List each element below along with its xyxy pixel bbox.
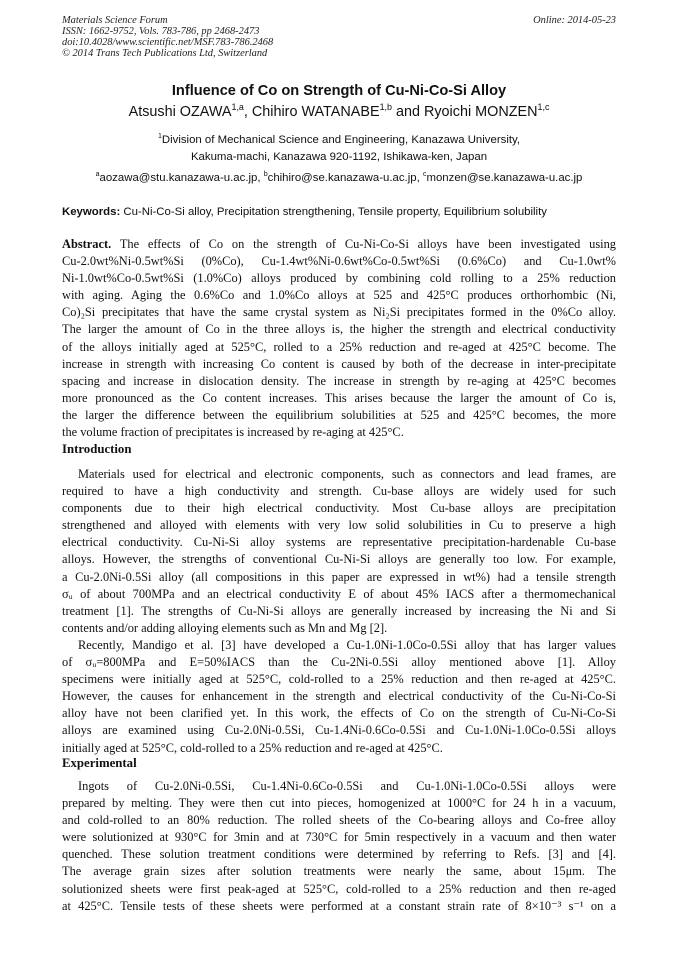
paragraph-line: alloys. However, the strengths of conventional Cu-Ni-Si alloys are generally too low. For example, (62, 552, 616, 567)
introduction-paragraph-1 (62, 466, 616, 637)
email-sup: c (422, 171, 427, 179)
email-sup: b (263, 171, 268, 179)
paper-title: Influence of Co on Strength of Cu-Ni-Co-Si Alloy (171, 83, 507, 99)
abstract-line: the larger the difference between the equilibrium solubilities at 525 and 425°C becomes, the more (62, 407, 616, 422)
paragraph-line: quenched. These solution treatment conditions were determined by referring to Refs. [3] and [4]. (62, 847, 616, 862)
abstract-line: with aging. Aging the 0.6%Co and 1.0%Co alloys at 525 and 425°C produces orthorhombic (Ni, (62, 288, 616, 303)
paragraph-line: and cold-rolled to an 80% reduction. The rolled sheets of the Co-bearing alloys and Co-free alloy (62, 813, 616, 828)
paragraph-line: alloy have not been clarified yet. In this work, the effects of Co on the strength of Cu-Ni-Co-Si (62, 706, 616, 721)
header-issn: ISSN: 1662-9752, Vols. 783-786, pp 2468-2473 (62, 26, 260, 37)
author-name: Atsushi OZAWA (128, 104, 232, 120)
paragraph-line: alloys are examined using Cu-2.0Ni-0.5Si, Cu-1.4Ni-0.6Co-0.5Si and Cu-1.0Ni-1.0Co-0.5Si alloys (62, 723, 616, 738)
paragraph-line: treatment [1]. The strengths of Cu-Ni-Si alloys are generally increased by increasing the Ni and Si (62, 603, 616, 618)
paragraph-line: prepared by melting. They were then cut into pieces, homogenized at 1000°C for 24 h in a vacuum, (62, 796, 616, 811)
paragraph-line: Materials used for electrical and electronic components, such as connectors and lead frames, are (78, 467, 616, 481)
keywords-label: Keywords: (62, 206, 121, 218)
author-name: Ryoichi MONZEN (423, 104, 538, 120)
author-list (0, 104, 678, 120)
abstract-line: Co)₂Si precipitates that have the same crystal system as Ni₂Si precipitates formed in the 0%Co alloy. (62, 305, 616, 320)
paragraph-line: electrical conductivity. Cu-Ni-Si alloy systems are representative precipitation-hardenable Cu-base (62, 535, 616, 550)
abstract-line: more pronounced as the Co content increases. This arises because the larger the amount of Co is, (62, 390, 616, 405)
keywords-text: Cu-Ni-Co-Si alloy, Precipitation strengthening, Tensile property, Equilibrium solubility (123, 206, 547, 218)
paragraph-line: σᵤ of about 700MPa and an electrical conductivity E of about 45% IACS after a thermomechanical (62, 586, 616, 601)
author-affiliation-sup: 1,a (231, 102, 244, 113)
email-address[interactable]: monzen@se.kanazawa-u.ac.jp (426, 172, 583, 184)
abstract-line: Cu-2.0wt%Ni-0.5wt%Si (0%Co), Cu-1.4wt%Ni-0.6wt%Co-0.5wt%Si (0.6%Co) and Cu-1.0wt% (62, 254, 616, 269)
paragraph-line: specimens were initially aged at 525°C, cold-rolled to a 25% reduction and then re-aged at 425°C. (62, 672, 616, 687)
email-sup: a (95, 171, 100, 179)
paragraph-line: strengthened and alloyed with elements with very low solid solubilities in Cu to preserve a high (62, 518, 616, 533)
header-copyright: © 2014 Trans Tech Publications Ltd, Switzerland (62, 48, 268, 59)
section-heading-introduction: Introduction (62, 442, 132, 456)
introduction-paragraph-2 (62, 637, 616, 757)
header-online-date: Online: 2014-05-23 (533, 15, 616, 26)
email-address[interactable]: aozawa@stu.kanazawa-u.ac.jp (99, 172, 258, 184)
abstract-line: Ni-1.0wt%Co-0.5wt%Si (1.0%Co) alloys produced by combining cold rolling to a 25% reduction (62, 271, 616, 286)
abstract-line: spacing and increase in dislocation density. The increase in strength by re-aging at 425°C becomes (62, 373, 616, 388)
paragraph-line: However, the causes for enhancement in the strength and electrical conductivity of the Cu-Ni-Co-Si (62, 689, 616, 704)
paragraph-line: at 425°C. Tensile tests of these sheets were performed at a constant strain rate of 8×10⁻³ s⁻¹ on a (62, 898, 616, 913)
author-affiliation-sup: 1,b (379, 102, 392, 113)
paragraph-line: a Cu-2.0Ni-0.5Si alloy (all compositions in this paper are expressed in wt%) had a tensile strength (62, 569, 616, 584)
affiliation-line2: Kakuma-machi, Kanazawa 920-1192, Ishikawa-ken, Japan (190, 151, 488, 163)
paragraph-line: contents and/or adding alloying elements such as Mn and Mg [2]. (62, 620, 388, 635)
abstract-label: Abstract. (62, 237, 112, 251)
abstract-line: Abstract. The effects of Co on the strength of Cu-Ni-Co-Si alloys have been investigated using (62, 237, 616, 251)
paragraph-line: Recently, Mandigo et al. [3] have developed a Cu-1.0Ni-1.0Co-0.5Si alloy that has larger values (78, 638, 616, 652)
abstract-line: of the alloys initially aged at 525°C, rolled to a 25% reduction and re-aged at 425°C become. The (62, 339, 616, 354)
author-name: Chihiro WATANABE (251, 104, 380, 120)
paragraph-line: Ingots of Cu-2.0Ni-0.5Si, Cu-1.4Ni-0.6Co-0.5Si and Cu-1.0Ni-1.0Co-0.5Si alloys were (78, 779, 616, 793)
author-separator: and (391, 104, 424, 120)
abstract (62, 236, 616, 441)
author-affiliation-sup: 1,c (537, 102, 550, 113)
paragraph-line: of σᵤ=800MPa and E=50%IACS than the Cu-2Ni-0.5Si alloy mentioned above [1]. Alloy (62, 655, 616, 670)
email-address[interactable]: chihiro@se.kanazawa-u.ac.jp (267, 172, 417, 184)
affiliation (0, 132, 678, 166)
section-heading-experimental: Experimental (62, 756, 137, 770)
author-separator: , (243, 104, 252, 120)
paragraph-line: were solutionized at 930°C for 3min and at 730°C for 5min respectively in a vacuum and then water (62, 830, 616, 845)
header-doi: doi:10.4028/www.scientific.net/MSF.783-786.2468 (62, 37, 274, 48)
paragraph-line: components due to their high electrical conductivity. Most Cu-base alloys are precipitation (62, 501, 616, 516)
abstract-line: The larger the amount of Co in the three alloys is, the higher the strength and electrical conductivity (62, 322, 616, 337)
abstract-line: increase in strength with increasing Co content is caused by both of the decrease in inter-precipitate (62, 356, 616, 371)
abstract-line: the volume fraction of precipitates is increased by re-aging at 425°C. (62, 425, 404, 440)
affiliation-sup: 1 (157, 133, 162, 141)
keywords (62, 206, 616, 218)
paragraph-line: solutionized sheets were first peak-aged at 525°C, cold-rolled to a 25% reduction and then re-aged (62, 881, 616, 896)
author-emails: $^a$aozawa@stu.kanazawa-u.ac.jp, $^b$chihiro@se.kanazawa-u.ac.jp, $^c$monzen@se.kanazawa-u.ac.jp (95, 171, 583, 184)
paragraph-line: The average grain sizes after solution treatments were nearly the same, about 15μm. The (62, 864, 616, 879)
paragraph-line: required to have a high conductivity and strength. Cu-base alloys are widely used for such (62, 484, 616, 499)
header-journal: Materials Science Forum (62, 15, 168, 26)
experimental-paragraph-1 (62, 778, 616, 915)
affiliation-line1: Division of Mechanical Science and Engineering, Kanazawa University, (161, 134, 521, 146)
paragraph-line: initially aged at 525°C, cold-rolled to a 25% reduction and re-aged at 425°C. (62, 740, 443, 755)
